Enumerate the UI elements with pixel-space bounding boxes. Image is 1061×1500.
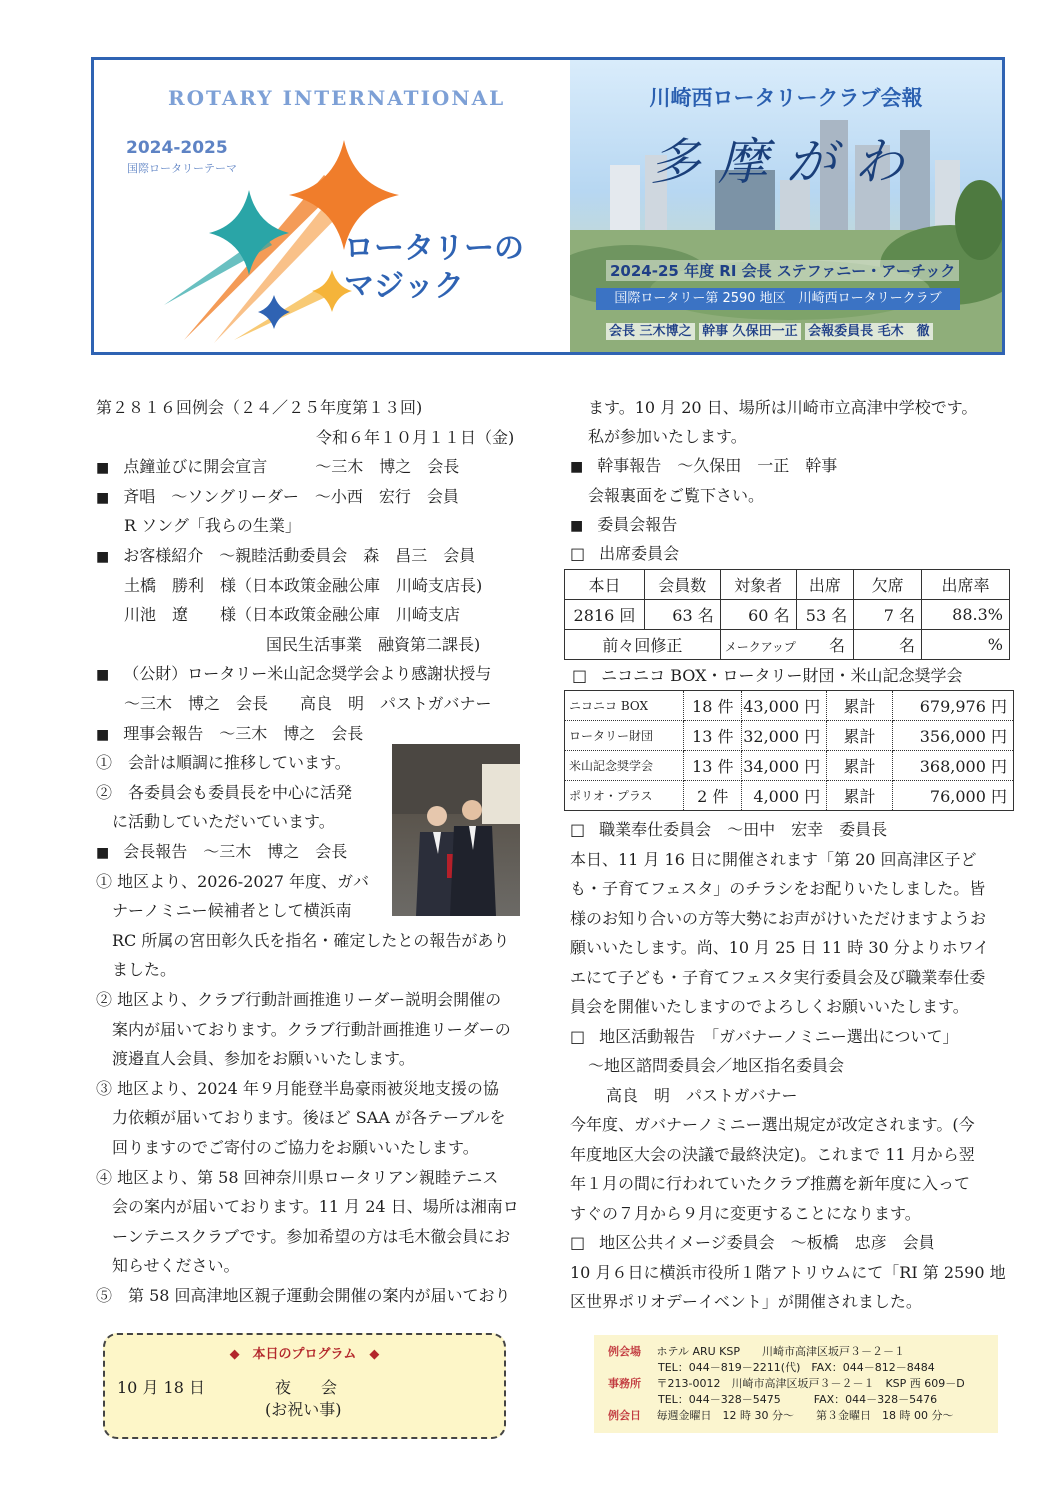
body-line: ます。10 月 20 日、場所は川崎市立高津中学校です。 bbox=[588, 398, 978, 417]
officer-president: 会長 三木博之 bbox=[606, 323, 695, 340]
officers bbox=[606, 320, 933, 339]
meeting-day-row bbox=[608, 1409, 953, 1423]
attendance-cell: 7 名 bbox=[854, 600, 922, 630]
award-photo-image bbox=[392, 744, 520, 916]
body-line: 案内が届いております。クラブ行動計画推進リーダーの bbox=[112, 1019, 511, 1039]
body-line: 川池 遼 様（日本政策金融公庫 川崎支店 bbox=[124, 605, 461, 625]
body-line: エにて子ども・子育てフェスタ実行委員会及び職業奉仕委 bbox=[570, 967, 986, 987]
club-info-box bbox=[594, 1335, 998, 1433]
section-heading: □ 職業奉仕委員会 ～田中 宏幸 委員長 bbox=[570, 820, 887, 840]
body-line: 10 月６日に横浜市役所１階アトリウムにて「RI 第 2590 地 bbox=[570, 1262, 1006, 1282]
body-line: 年度地区大会の決議で最終決定)。これまで 11 月から翌 bbox=[570, 1144, 975, 1164]
program-event: 夜会 bbox=[275, 1378, 368, 1397]
meeting-day-label: 例会日 bbox=[608, 1409, 641, 1422]
office-tel: TEL：044－328－5475 FAX：044－328－5476 bbox=[658, 1393, 938, 1406]
theme-text bbox=[344, 230, 524, 306]
body-line: 力依頼が届いております。後ほど SAA が各テーブルを bbox=[112, 1108, 506, 1128]
body-line: 本日、11 月 16 日に開催されます「第 20 回高津区子ど bbox=[570, 849, 977, 869]
donation-count: 13 件 bbox=[684, 721, 742, 751]
body-line: ① 会計は順調に推移しています。 bbox=[96, 753, 351, 773]
section-heading: ■ （公財）ロータリー米山記念奨学会より感謝状授与 bbox=[96, 664, 491, 685]
body-line: RC 所属の宮田彰久氏を指名・確定したとの報告があり bbox=[112, 930, 510, 950]
body-line: ～三木 博之 会長 高良 明 パストガバナー bbox=[124, 694, 492, 713]
donation-total-label: 累計 bbox=[827, 751, 892, 781]
section-heading: ■ 幹事報告 ～久保田 一正 幹事 bbox=[570, 456, 837, 477]
body-line: ～地区諮問委員会／地区指名委員会 bbox=[588, 1056, 845, 1075]
donation-name: 米山記念奨学会 bbox=[565, 751, 684, 781]
body-line: 会の案内が届いております。11 月 24 日、場所は湘南ロ bbox=[112, 1197, 519, 1217]
attendance-cell: 2816 回 bbox=[565, 600, 645, 630]
attendance-correction-row bbox=[565, 630, 1010, 660]
correction-cell: 名 bbox=[854, 630, 922, 660]
body-line: ました。 bbox=[112, 960, 177, 980]
body-line: 会報裏面をご覧下さい。 bbox=[588, 485, 765, 505]
attendance-header: 出席 bbox=[796, 570, 854, 600]
venue-label: 例会場 bbox=[608, 1345, 641, 1358]
body-line: ナーノミニー候補者として横浜南 bbox=[112, 901, 352, 921]
correction-cell: % bbox=[921, 630, 1009, 660]
theme-line-1: ロータリーの bbox=[344, 231, 524, 266]
donation-total: 368,000 円 bbox=[892, 751, 1013, 781]
body-line: ② 地区より、クラブ行動計画推進リーダー説明会開催の bbox=[96, 990, 502, 1009]
donation-name: ポリオ・プラス bbox=[565, 781, 684, 811]
body-line: 今年度、ガバナーノミニー選出規定が改定されます。(今 bbox=[570, 1115, 975, 1134]
body-line: 渡邉直人会員、参加をお願いいたします。 bbox=[112, 1049, 415, 1069]
donation-row bbox=[565, 751, 1014, 781]
section-heading: ■ 理事会報告 ～三木 博之 会長 bbox=[96, 724, 363, 745]
attendance-header: 会員数 bbox=[644, 570, 720, 600]
body-line: 願いいたします。尚、10 月 25 日 11 時 30 分よりホワイ bbox=[570, 938, 990, 957]
makeup-unit: 名 bbox=[829, 636, 846, 655]
body-line: ④ 地区より、第 58 回神奈川県ロータリアン親睦テニス bbox=[96, 1167, 499, 1187]
body-line: 第２８１６回例会（２４／２５年度第１３回) bbox=[96, 398, 423, 417]
office-text: 〒213-0012 川崎市高津区坂戸３－２－１ KSP 西 609－D bbox=[656, 1377, 965, 1390]
body-line: ーンテニスクラブです。参加希望の方は毛木徹会員にお bbox=[112, 1226, 511, 1246]
donations-heading: □ ニコニコ BOX・ロータリー財団・米山記念奨学会 bbox=[572, 666, 963, 686]
body-line: 知らせください。 bbox=[112, 1256, 240, 1276]
section-heading: ■ お客様紹介 ～親睦活動委員会 森 昌三 会員 bbox=[96, 546, 475, 567]
officer-editor: 会報委員長 毛木 徹 bbox=[805, 323, 933, 340]
attendance-cell: 88.3% bbox=[921, 600, 1009, 630]
donation-total-label: 累計 bbox=[827, 691, 892, 721]
body-line: 私が参加いたします。 bbox=[588, 427, 747, 447]
body-line: 土橋 勝利 様（日本政策金融公庫 川崎支店長) bbox=[124, 575, 483, 595]
body-line: ① 地区より、2026-2027 年度、ガバ bbox=[96, 871, 370, 891]
meeting-day-text: 毎週金曜日 12 時 30 分～ 第３金曜日 18 時 00 分～ bbox=[656, 1409, 954, 1422]
theme-label: 国際ロータリーテーマ bbox=[127, 162, 237, 175]
theme-year: 2024-2025 bbox=[126, 138, 228, 158]
correction-label: 前々回修正 bbox=[565, 630, 721, 660]
ri-president: 2024-25 年度 RI 会長 ステファニー・アーチック bbox=[606, 260, 959, 281]
section-heading: ■ 斉唱 ～ソングリーダー ～小西 宏行 会員 bbox=[96, 487, 459, 508]
newsletter-name: 多摩がわ bbox=[650, 133, 922, 191]
body-line: ③ 地区より、2024 年９月能登半島豪雨被災地支援の協 bbox=[96, 1078, 499, 1098]
attendance-cell: 53 名 bbox=[796, 600, 854, 630]
body-line: 員会を開催いたしますのでよろしくお願いいたします。 bbox=[570, 997, 969, 1016]
program-box bbox=[103, 1333, 506, 1439]
donation-amount: 32,000 円 bbox=[742, 721, 827, 751]
donation-row bbox=[565, 691, 1014, 721]
donation-total-label: 累計 bbox=[827, 781, 892, 811]
body-line: 様のお知り合いの方等大勢にお声がけいただけますようお bbox=[570, 908, 987, 928]
donation-count: 2 件 bbox=[684, 781, 742, 811]
body-line: ⑤ 第 58 回高津地区親子運動会開催の案内が届いており bbox=[96, 1286, 511, 1305]
body-line: R ソング「我らの生業」 bbox=[124, 516, 301, 536]
program-subtitle: (お祝い事) bbox=[265, 1400, 342, 1419]
office-row bbox=[608, 1377, 965, 1391]
district-bar: 国際ロータリー第 2590 地区 川崎西ロータリークラブ bbox=[596, 288, 960, 310]
donation-total-label: 累計 bbox=[827, 721, 892, 751]
newsletter-title: 川崎西ロータリークラブ会報 bbox=[649, 86, 923, 110]
donation-total: 76,000 円 bbox=[892, 781, 1013, 811]
theme-line-2: マジック bbox=[344, 269, 464, 304]
donation-total: 679,976 円 bbox=[892, 691, 1013, 721]
section-heading: ■ 委員会報告 bbox=[570, 515, 677, 536]
attendance-header: 本日 bbox=[565, 570, 645, 600]
attendance-cell: 60 名 bbox=[720, 600, 796, 630]
makeup-cell bbox=[720, 630, 853, 660]
section-heading: ■ 点鐘並びに開会宣言 ～三木 博之 会長 bbox=[96, 457, 459, 478]
program-title: ◆ 本日のプログラム ◆ bbox=[229, 1347, 380, 1362]
venue-tel: TEL：044－819－2211(代) FAX：044－812－8484 bbox=[658, 1361, 935, 1374]
attendance-table bbox=[564, 569, 1010, 660]
body-line: 令和６年１０月１１日（金) bbox=[316, 427, 515, 447]
theme-panel bbox=[94, 60, 570, 352]
makeup-label: メークアップ bbox=[724, 640, 796, 654]
officer-secretary: 幹事 久保田一正 bbox=[699, 323, 801, 340]
donation-count: 18 件 bbox=[684, 691, 742, 721]
body-line: 年１月の間に行われていたクラブ推薦を新年度に入って bbox=[570, 1174, 971, 1193]
attendance-cell: 63 名 bbox=[644, 600, 720, 630]
ri-title: ROTARY INTERNATIONAL bbox=[168, 86, 506, 110]
section-heading: □ 出席委員会 bbox=[570, 544, 679, 564]
header-banner bbox=[91, 57, 1005, 355]
newsletter-panel bbox=[570, 60, 1002, 352]
donation-count: 13 件 bbox=[684, 751, 742, 781]
body-line: 区世界ポリオデーイベント」が開催されました。 bbox=[570, 1292, 922, 1311]
donation-row bbox=[565, 781, 1014, 811]
attendance-header: 出席率 bbox=[921, 570, 1009, 600]
section-heading: ■ 会長報告 ～三木 博之 会長 bbox=[96, 842, 347, 863]
donation-amount: 43,000 円 bbox=[742, 691, 827, 721]
donation-total: 356,000 円 bbox=[892, 721, 1013, 751]
section-heading: □ 地区公共イメージ委員会 ～板橋 忠彦 会員 bbox=[570, 1233, 935, 1253]
body-line: 回りますのでご寄付のご協力をお願いいたします。 bbox=[112, 1138, 479, 1157]
body-line: も・子育てフェスタ」のチラシをお配りいたしました。皆 bbox=[570, 879, 986, 898]
body-line: 高良 明 パストガバナー bbox=[606, 1085, 798, 1105]
donation-amount: 34,000 円 bbox=[742, 751, 827, 781]
body-line: ② 各委員会も委員長を中心に活発 bbox=[96, 782, 353, 802]
body-line: すぐの７月から９月に変更することになります。 bbox=[570, 1203, 921, 1223]
donation-row bbox=[565, 721, 1014, 751]
program-date: 10 月 18 日 bbox=[117, 1378, 205, 1397]
attendance-data-row bbox=[565, 600, 1010, 630]
award-photo bbox=[392, 744, 520, 916]
body-line: に活動していただいています。 bbox=[112, 812, 335, 832]
donation-name: ニコニコ BOX bbox=[565, 691, 684, 721]
section-heading: □ 地区活動報告 「ガバナーノミニー選出について」 bbox=[570, 1027, 959, 1047]
attendance-header: 対象者 bbox=[720, 570, 796, 600]
body-line: 国民生活事業 融資第二課長) bbox=[266, 634, 481, 654]
attendance-header: 欠席 bbox=[854, 570, 922, 600]
donations-table bbox=[564, 690, 1014, 811]
office-label: 事務所 bbox=[608, 1377, 641, 1390]
donation-amount: 4,000 円 bbox=[742, 781, 827, 811]
venue-text: ホテル ARU KSP 川崎市高津区坂戸３－２－１ bbox=[656, 1345, 905, 1358]
donation-name: ロータリー財団 bbox=[565, 721, 684, 751]
attendance-header-row bbox=[565, 570, 1010, 600]
venue-row bbox=[608, 1345, 905, 1359]
